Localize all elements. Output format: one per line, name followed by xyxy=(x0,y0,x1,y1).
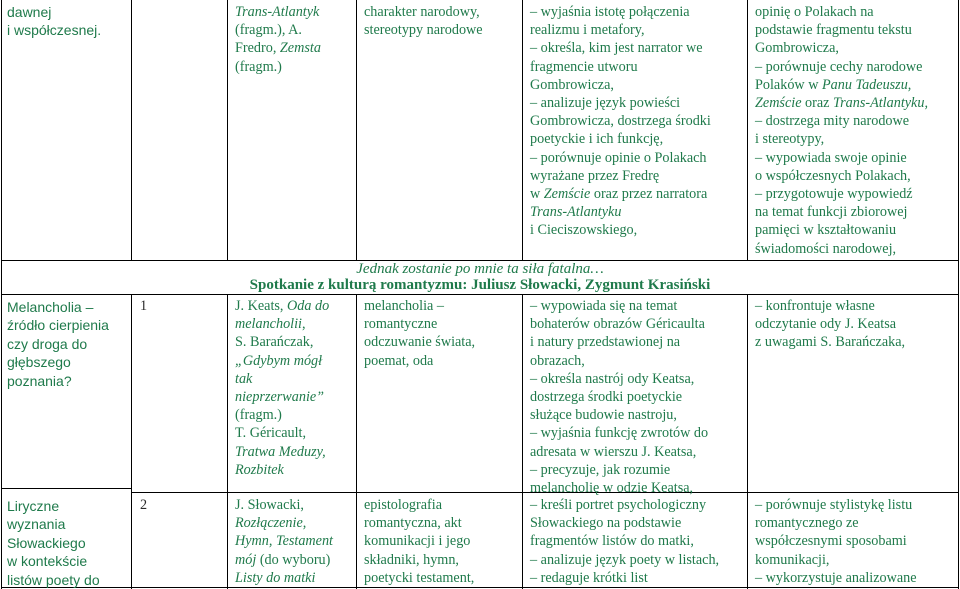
row1-texts-tratwa: Tratwa Meduzy, Rozbitek xyxy=(235,443,326,478)
col-divider-4 xyxy=(522,0,523,260)
row1-topic-cell: Melancholia – źródło cierpienia czy droga do głębszego poznania? xyxy=(7,299,109,389)
top-extended-cell xyxy=(755,3,957,258)
top-basic-text-a: – wyjaśnia istotę połączenia realizmu i metafory, – określa, kim jest narrator we fragmencie utworu Gombrowicza, – analizuje język powieści Gombrowicza, dostrzega środki poetyckie i ich funkcję, – porównuje opinie o Polakach wyrażane przez Fredrę w xyxy=(530,4,711,203)
top-basic-text-e: i Cieciszowskiego, xyxy=(530,222,638,239)
col-divider-4b xyxy=(522,294,523,589)
table-border-bottom xyxy=(1,587,959,588)
col-divider-2 xyxy=(227,0,228,260)
row-divider-topic xyxy=(1,488,131,489)
row1-texts-e: (fragm.) T. Géricault, xyxy=(235,407,307,442)
top-basic-trans-atlantyku: Trans-Atlantyku xyxy=(530,204,622,221)
top-ext-trans-atlantyku: Trans-Atlantyku, xyxy=(833,95,928,112)
col-divider-1 xyxy=(131,0,132,260)
row2-basic-cell: – kreśli portret psychologiczny Słowackiego na podstawie fragmentów listów do matki, – analizuje język poety w listach, – redaguje krótki list xyxy=(530,497,720,586)
col-divider-2b xyxy=(227,294,228,589)
top-ext-pan-tadeusz-zemscie: Panu Tadeuszu, Zemście xyxy=(755,76,912,112)
text-title-trans-atlantyk: Trans-Atlantyk xyxy=(235,4,320,20)
row2-extended-cell: – porównuje stylistykę listu romantycznego ze współczesnymi sposobami komunikacji, – wykorzystuje analizowane xyxy=(755,497,917,586)
top-basic-text-c: oraz przez narratora xyxy=(593,186,708,203)
top-basic-zemscie: Zemście xyxy=(543,186,591,203)
row1-texts-oda: Oda do melancholii xyxy=(235,298,330,333)
row1-number-cell: 1 xyxy=(140,298,148,314)
row2-texts-a: J. Słowacki, xyxy=(235,497,304,513)
row2-texts-listy: Listy do matki xyxy=(235,569,316,586)
row1-basic-cell: – wypowiada się na temat bohaterów obrazów Géricaulta i natury przedstawionej na obrazach, – określa nastrój ody Keatsa, dostrzega środki poetyckie służące budowie nastroju, – wyjaśnia funkcję zwrotów do adresata w wierszu J. Keatsa, – precyzuje, jak rozumie melancholię w odzie Keatsa, xyxy=(530,298,709,497)
row1-concepts-cell: melancholia – romantyczne odczuwanie świata, poemat, oda xyxy=(364,298,476,369)
top-concepts-cell: charakter narodowy, stereotypy narodowe xyxy=(364,4,483,39)
row1-texts-a: J. Keats, xyxy=(235,298,288,314)
row2-number-cell: 2 xyxy=(140,497,148,513)
top-basic-cell xyxy=(530,3,745,240)
row1-texts-gdybym: „Gdybym mógł tak nieprzerwanie” xyxy=(235,352,325,406)
top-texts-cell xyxy=(235,3,353,76)
row2-concepts-cell: epistolografia romantyczna, akt komunikacji i jego składniki, hymn, poetycki testament, xyxy=(364,497,475,586)
col-divider-5b xyxy=(747,294,748,589)
top-topic-cell: dawnej i współczesnej. xyxy=(7,4,102,39)
row2-texts-c: (do wyboru) xyxy=(259,551,331,568)
top-ext-text-a: opinię o Polakach na podstawie fragmentu tekstu Gombrowicza, – porównuje cechy narodowe Polaków w xyxy=(755,4,923,93)
col-divider-3b xyxy=(356,294,357,589)
top-ext-text-e: – dostrzega mity narodowe i stereotypy, – wypowiada swoje opinie o współczesnych Polakach, – przygotowuje wypowiedź na temat funkcji zbiorowej pamięci w kształtowaniu świadomości narodowej, xyxy=(755,113,913,257)
col-divider-5 xyxy=(747,0,748,260)
col-divider-3 xyxy=(356,0,357,260)
text-fredro: (fragm.), A. Fredro, xyxy=(235,22,302,57)
section-heading-title: Jednak zostanie po mnie ta siła fatalna… xyxy=(356,261,604,277)
text-fragm: (fragm.) xyxy=(235,58,282,75)
row1-extended-cell: – konfrontuje własne odczytanie ody J. Keatsa z uwagami S. Barańczaka, xyxy=(755,298,906,351)
top-ext-text-c: oraz xyxy=(801,95,834,112)
row2-topic-cell: Liryczne wyznania Słowackiego w kontekście listów poety do xyxy=(7,498,100,588)
text-title-zemsta: Zemsta xyxy=(279,40,321,57)
row2-texts-cell xyxy=(235,496,353,587)
row1-texts-c: , S. Barańczak, xyxy=(235,316,314,351)
row2-texts-titles: Rozłączenie, Hymn, Testament mój xyxy=(235,515,333,568)
col-divider-1b xyxy=(131,294,132,589)
section-heading-subtitle: Spotkanie z kulturą romantyzmu: Juliusz Słowacki, Zygmunt Krasiński xyxy=(249,277,711,293)
row1-texts-cell xyxy=(235,297,353,479)
